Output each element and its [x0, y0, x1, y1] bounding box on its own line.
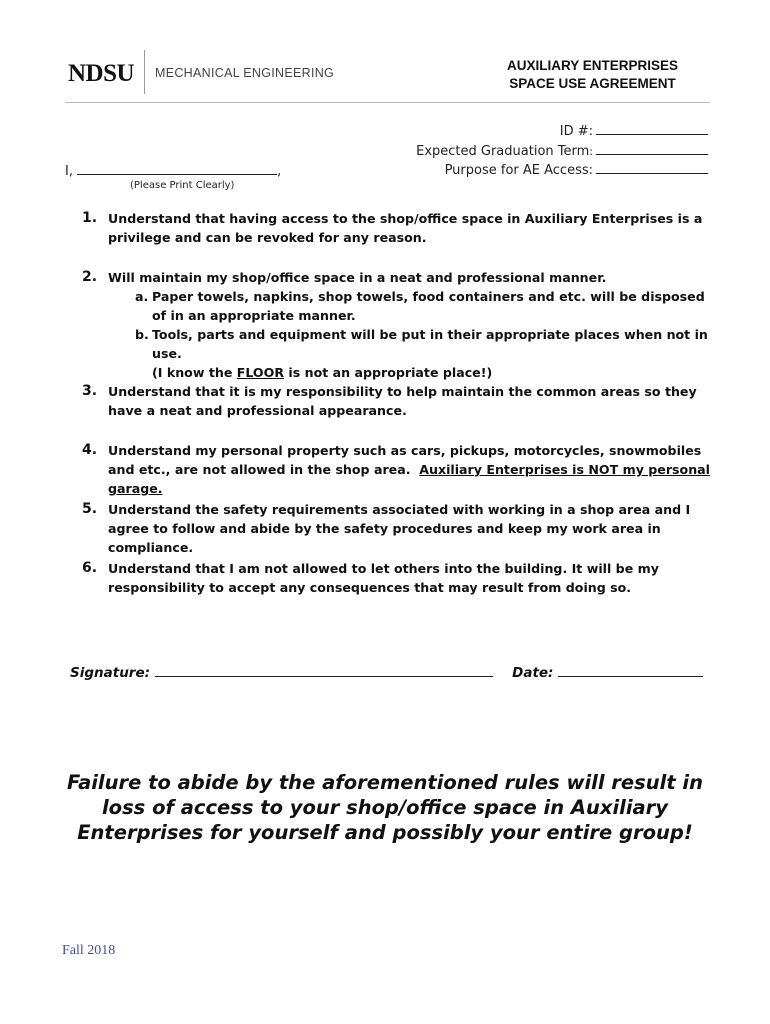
- rule-1-number: 1.: [82, 210, 98, 226]
- rule-2b-note-pre: (I know the: [152, 365, 237, 380]
- rule-2a: [135, 287, 722, 325]
- rule-2-number: 2.: [82, 269, 98, 285]
- rule-6: [82, 559, 722, 597]
- rule-2b-note-floor: FLOOR: [236, 365, 285, 380]
- warning-statement: Failure to abide by the aforementioned rules will result in loss of access to your shop/office space in Auxiliary Enterprises for yourself and possibly your entire group!: [67, 771, 703, 844]
- rule-1: [82, 209, 722, 247]
- rule-4: [82, 441, 722, 498]
- rule-6-text: Understand that I am not allowed to let others into the building. It will be my responsibility to accept any consequences that may result from doing so.: [108, 561, 659, 595]
- grad-term-label: Expected Graduation Term: [416, 144, 590, 159]
- id-label: ID #:: [559, 124, 593, 139]
- signature-row: [70, 664, 703, 681]
- rule-4-number: 4.: [82, 442, 98, 458]
- name-suffix: ,: [277, 164, 282, 179]
- rule-1-text: Understand that having access to the shop/office space in Auxiliary Enterprises is a privilege and can be revoked for any reason.: [108, 211, 703, 245]
- grad-term-blank[interactable]: [596, 142, 708, 155]
- document-title: [470, 57, 715, 93]
- id-field: [560, 122, 708, 139]
- ndsu-logo: NDSU: [68, 60, 135, 87]
- rule-2b-text: Tools, parts and equipment will be put in their appropriate places when not in use.: [152, 327, 708, 361]
- rule-2b-label: b.: [135, 327, 149, 342]
- rule-2b-note-post: is not an appropriate place!): [284, 365, 493, 380]
- rule-2a-text: Paper towels, napkins, shop towels, food containers and etc. will be disposed of in an appropriate manner.: [152, 289, 705, 323]
- rule-2-text: Will maintain my shop/office space in a neat and professional manner.: [108, 270, 607, 285]
- rule-4-text: Understand my personal property such as cars, pickups, motorcycles, snowmobiles and etc., are not allowed in the shop area.: [108, 443, 702, 477]
- name-field: [65, 162, 281, 179]
- rule-3-number: 3.: [82, 383, 98, 399]
- rule-2a-label: a.: [135, 289, 149, 304]
- print-clearly-note: (Please Print Clearly): [130, 180, 235, 191]
- title-line-1: AUXILIARY ENTERPRISES: [506, 58, 679, 73]
- rule-4-body: [108, 441, 722, 498]
- rule-3-text: Understand that it is my responsibility to help maintain the common areas so they have a neat and professional appearance.: [108, 384, 697, 418]
- name-blank[interactable]: [77, 162, 277, 175]
- signature-label: Signature:: [70, 665, 151, 681]
- rule-2b: [135, 325, 722, 382]
- id-blank[interactable]: [596, 122, 708, 135]
- grad-term-colon: :: [589, 145, 593, 158]
- signature-blank[interactable]: [155, 664, 493, 677]
- date-label: Date:: [512, 665, 554, 681]
- rule-2: [82, 268, 722, 382]
- rule-5-number: 5.: [82, 501, 98, 517]
- rule-4-underlined: Auxiliary Enterprises is NOT my personal garage.: [108, 462, 710, 496]
- title-line-2: SPACE USE AGREEMENT: [509, 76, 676, 91]
- header-divider: [65, 102, 710, 103]
- date-blank[interactable]: [558, 664, 703, 677]
- rule-6-number: 6.: [82, 560, 98, 576]
- purpose-field: [445, 161, 708, 178]
- grad-term-field: [416, 142, 708, 159]
- footer-date: Fall 2018: [62, 943, 116, 958]
- purpose-label: Purpose for AE Access:: [444, 163, 593, 178]
- department-name: MECHANICAL ENGINEERING: [155, 66, 335, 80]
- name-prefix: I,: [65, 164, 73, 179]
- rule-3: [82, 382, 722, 420]
- logo-divider: [144, 50, 145, 94]
- purpose-blank[interactable]: [596, 161, 708, 174]
- rule-5-text: Understand the safety requirements associated with working in a shop area and I agree to follow and abide by the safety procedures and keep my work area in compliance.: [108, 502, 691, 555]
- rule-5: [82, 500, 722, 557]
